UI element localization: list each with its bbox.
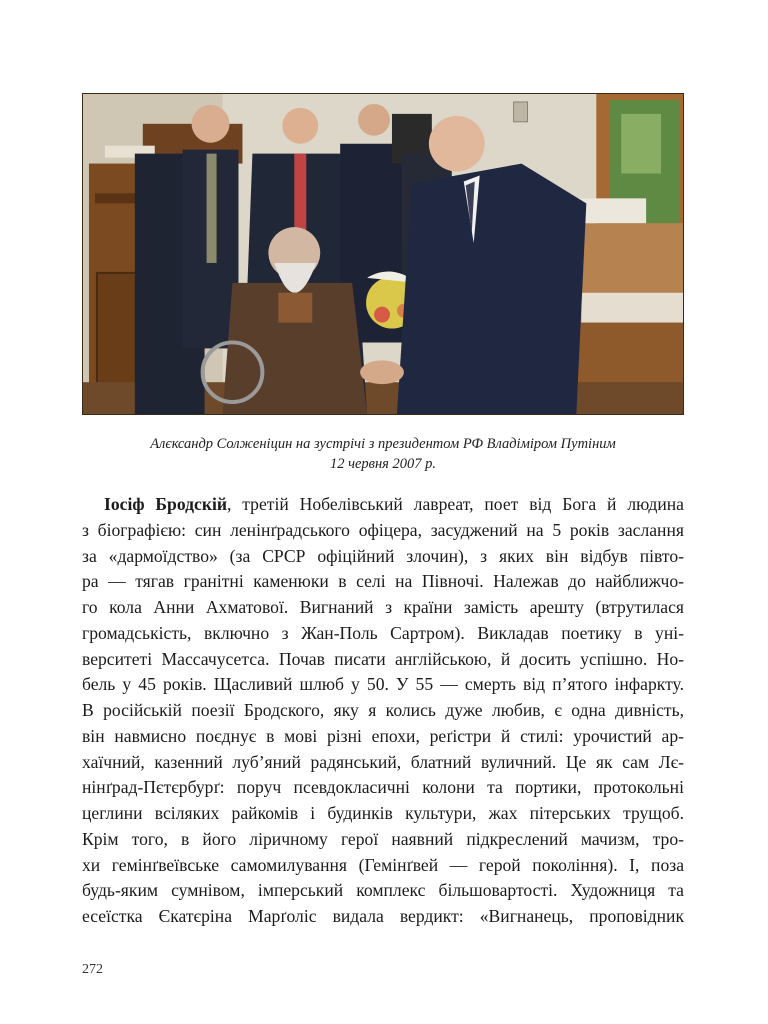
paragraph-line: есеїстка Єкатєріна Марґоліс видала вердикт: «Вигнанець, проповідник	[82, 906, 684, 926]
paragraph-line: верситеті Массачусетса. Почав писати англійською, й досить успішно. Но-	[82, 648, 684, 669]
paragraph-line	[82, 492, 684, 518]
photo-image	[82, 93, 684, 415]
paragraph-line: ра — тягав гранітні каменюки в селі на Півночі. Належав до найближчо-	[82, 571, 684, 592]
paragraph-line: нінґрад-Пєтєрбурґ: поруч псевдокласичні колони та портики, протокольні	[82, 777, 684, 798]
body-text	[82, 492, 684, 930]
person-name-bold: Іосіф Бродскій	[104, 494, 227, 514]
photo-illustration	[83, 94, 683, 414]
paragraph-line: В російській поезії Бродского, яку я колись дуже любив, є одна дивність,	[82, 700, 684, 720]
paragraph-line: хаїчний, казенний луб’яний радянський, блатний вуличний. Це як сам Лє-	[82, 751, 684, 772]
paragraph-line: з біографією: син ленінґрадського офіцера, засуджений на 5 років заслання	[82, 519, 684, 540]
paragraph-line: хи гемінґвеївське самомилування (Гемінґвей — герой покоління). І, поза	[82, 854, 684, 875]
paragraph-line: він навмисно поєднує в мові різні епохи, реґістри й стилі: урочистий ар-	[82, 725, 684, 746]
caption-line-2: 12 червня 2007 р.	[329, 456, 437, 472]
paragraph-line: го кола Анни Ахматової. Вигнаний з країни замість арешту (втрутилася	[82, 597, 684, 617]
paragraph-line: бель у 45 років. Щасливий шлюб у 50. У 55 — смерть від п’ятого інфаркту.	[82, 674, 684, 695]
paragraph-line: будь-яким сумнівом, імперський комплекс більшовартості. Художниця та	[82, 880, 684, 901]
paragraph-line: за «дармоїдство» (за СРСР офіційний злочин), з яких він відбув півто-	[82, 545, 684, 566]
paragraph-line: цеглини всіляких райкомів і будинків культури, жах пітерських трущоб.	[82, 803, 684, 823]
photo-caption	[82, 434, 684, 474]
paragraph-line: Крім того, в його ліричному герої наявний підкреслений мачизм, тро-	[82, 828, 684, 849]
paragraph-line: громадськість, включно з Жан-Поль Сартром). Викладав поетику в уні-	[82, 622, 684, 643]
page-number: 272	[82, 962, 103, 977]
caption-line-1: Алєксандр Солженіцин на зустрічі з президентом РФ Владіміром Путіним	[150, 436, 616, 452]
first-line-rest: , третій Нобелівський лавреат, поет від Бога й людина	[226, 494, 684, 514]
